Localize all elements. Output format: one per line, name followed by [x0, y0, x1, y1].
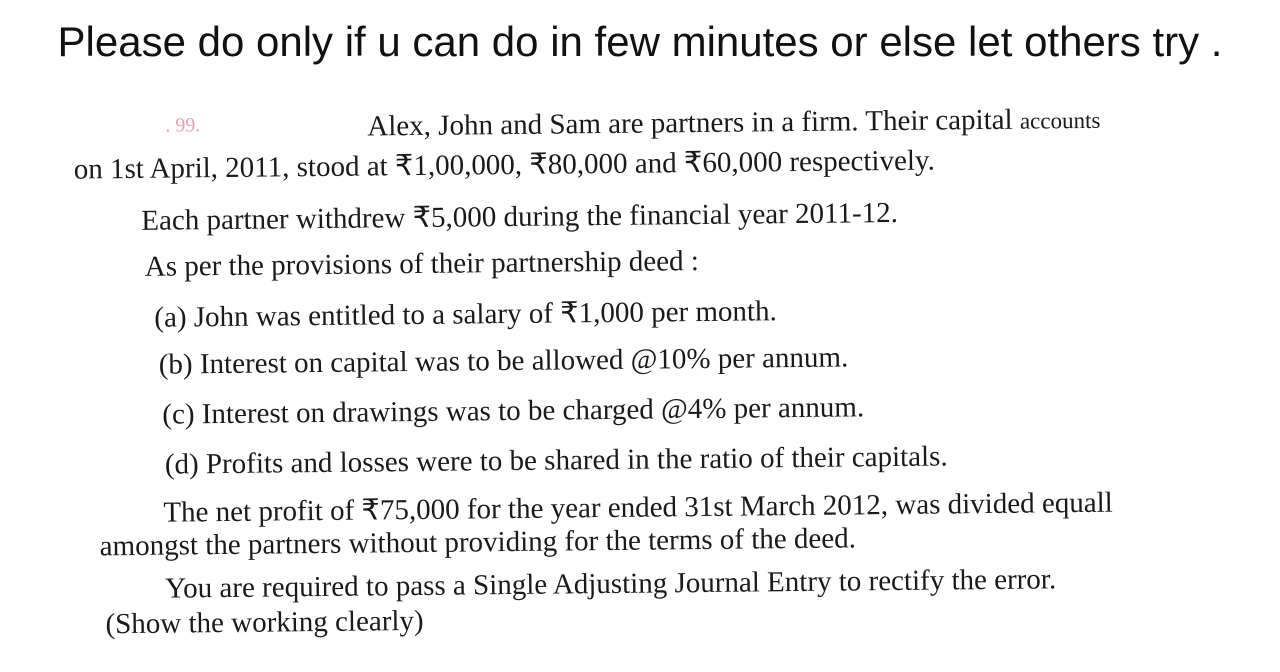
provision-d — [165, 440, 948, 481]
profit-line-1: The net profit of ₹75,000 for the year ended 31st March 2012, was divided equall — [163, 486, 1113, 529]
required-line-2: (Show the working clearly) — [105, 604, 424, 641]
intro-line-1-end: accounts — [1019, 107, 1101, 134]
intro-line-2: on 1st April, 2011, stood at ₹1,00,000, ₹80,000 and ₹60,000 respectively. — [73, 144, 935, 186]
question-number: . 99. — [165, 114, 201, 137]
profit-line-2: amongst the partners without providing for the terms of the deed. — [99, 522, 857, 563]
post-title: Please do only if u can do in few minutes or else let others try . — [57, 18, 1223, 65]
provision-c — [162, 391, 864, 431]
provision-b-text: Interest on capital was to be allowed @10% per annum. — [199, 341, 849, 381]
required-line-1: You are required to pass a Single Adjusting Journal Entry to rectify the error. — [164, 563, 1057, 605]
provision-a-label: (a) — [154, 301, 187, 334]
provision-b-label: (b) — [158, 348, 193, 381]
provision-c-text: Interest on drawings was to be charged @4% per annum. — [201, 391, 865, 431]
intro-line-1 — [367, 103, 1100, 144]
provision-b — [159, 341, 849, 381]
provision-a-text: John was entitled to a salary of ₹1,000 per month. — [193, 295, 777, 334]
provision-d-text: Profits and losses were to be shared in the ratio of their capitals. — [205, 440, 948, 481]
intro-line-1-main: Alex, John and Sam are partners in a firm. Their capital — [367, 103, 1013, 143]
scanned-question — [0, 87, 1280, 672]
provision-c-label: (c) — [162, 398, 195, 431]
withdrawal-line: Each partner withdrew ₹5,000 during the financial year 2011-12. — [141, 196, 899, 237]
provision-a — [154, 293, 777, 335]
provision-d-label: (d) — [164, 448, 199, 481]
deed-intro-line: As per the provisions of their partnership deed : — [144, 245, 700, 283]
